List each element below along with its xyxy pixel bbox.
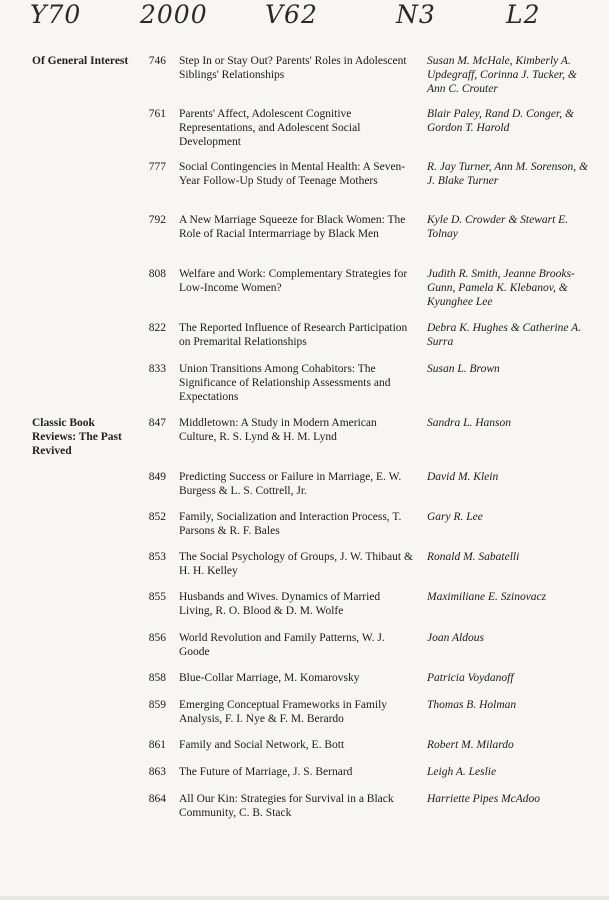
article-title: Parents' Affect, Adolescent Cognitive Representations, and Adolescent Social Development [179, 108, 361, 148]
article-title: Blue-Collar Marriage, M. Komarovsky [179, 672, 360, 684]
section-heading-classic-book-reviews: Classic Book Reviews: The Past Revived [32, 417, 122, 457]
article-title: Social Contingencies in Mental Health: A Seven-Year Follow-Up Study of Teenage Mothers [179, 161, 406, 187]
article-authors: Sandra L. Hanson [427, 417, 512, 429]
page-number: 847 [148, 417, 166, 429]
article-authors: Thomas B. Holman [427, 699, 517, 711]
article-title: Step In or Stay Out? Parents' Roles in Adolescent Siblings' Relationships [179, 55, 407, 81]
article-title: World Revolution and Family Patterns, W. J. Goode [179, 632, 385, 658]
page-number: 864 [148, 793, 166, 805]
handwritten-issue-code: L2 [506, 0, 541, 29]
article-title: The Future of Marriage, J. S. Bernard [179, 766, 353, 778]
page-number: 853 [148, 551, 166, 563]
article-title: Family and Social Network, E. Bott [179, 739, 345, 751]
page-number: 863 [148, 766, 166, 778]
article-title: Welfare and Work: Complementary Strategies for Low-Income Women? [179, 268, 408, 294]
page-number: 858 [148, 672, 166, 684]
article-authors: Debra K. Hughes & Catherine A. Surra [427, 322, 582, 348]
article-title: Family, Socialization and Interaction Process, T. Parsons & R. F. Bales [179, 511, 402, 537]
article-title: The Social Psychology of Groups, J. W. Thibaut & H. H. Kelley [179, 551, 413, 577]
article-authors: Susan M. McHale, Kimberly A. Updegraff, Corinna J. Tucker, & Ann C. Crouter [427, 55, 577, 95]
page-number: 861 [148, 739, 166, 751]
article-title: Husbands and Wives. Dynamics of Married Living, R. O. Blood & D. M. Wolfe [179, 591, 381, 617]
page-number: 859 [148, 699, 166, 711]
article-authors: Joan Aldous [427, 632, 484, 644]
page-number: 852 [148, 511, 166, 523]
article-authors: Harriette Pipes McAdoo [427, 793, 541, 805]
section-heading-general-interest: Of General Interest [32, 55, 129, 67]
page-number: 855 [148, 591, 166, 603]
article-authors: Blair Paley, Rand D. Conger, & Gordon T. Harold [427, 108, 574, 134]
article-authors: Patricia Voydanoff [427, 672, 514, 684]
handwritten-volume: V62 [265, 0, 318, 29]
article-authors: Ronald M. Sabatelli [427, 551, 520, 563]
article-title: Union Transitions Among Cohabitors: The Significance of Relationship Assessments and Expectations [179, 363, 391, 403]
page-bottom-edge [0, 896, 609, 900]
article-authors: Maximiliane E. Szinovacz [427, 591, 547, 603]
handwritten-year: 2000 [140, 0, 208, 29]
page-number: 822 [148, 322, 166, 334]
page-number: 777 [148, 161, 166, 173]
page-number: 761 [148, 108, 166, 120]
article-title: The Reported Influence of Research Participation on Premarital Relationships [179, 322, 408, 348]
article-authors: Gary R. Lee [427, 511, 483, 523]
article-authors: Robert M. Milardo [427, 739, 514, 751]
handwritten-issue: N3 [396, 0, 436, 29]
article-authors: Judith R. Smith, Jeanne Brooks-Gunn, Pamela K. Klebanov, & Kyunghee Lee [427, 268, 575, 308]
article-authors: Kyle D. Crowder & Stewart E. Tolnay [427, 214, 569, 240]
page-number: 833 [148, 363, 166, 375]
article-title: Middletown: A Study in Modern American Culture, R. S. Lynd & H. M. Lynd [179, 417, 377, 443]
article-authors: Leigh A. Leslie [427, 766, 497, 778]
article-title: All Our Kin: Strategies for Survival in a Black Community, C. B. Stack [179, 793, 394, 819]
page-number: 856 [148, 632, 166, 644]
page-number: 808 [148, 268, 166, 280]
article-title: A New Marriage Squeeze for Black Women: The Role of Racial Intermarriage by Black Men [179, 214, 406, 240]
article-authors: R. Jay Turner, Ann M. Sorenson, & J. Blake Turner [427, 161, 588, 187]
article-title: Predicting Success or Failure in Marriage, E. W. Burgess & L. S. Cottrell, Jr. [179, 471, 402, 497]
article-authors: David M. Klein [427, 471, 499, 483]
handwritten-volume-number: Y70 [30, 0, 82, 29]
page-number: 792 [148, 214, 166, 226]
page-number: 849 [148, 471, 166, 483]
article-title: Emerging Conceptual Frameworks in Family Analysis, F. I. Nye & F. M. Berardo [179, 699, 388, 725]
article-authors: Susan L. Brown [427, 363, 500, 375]
page-number: 746 [148, 55, 166, 67]
